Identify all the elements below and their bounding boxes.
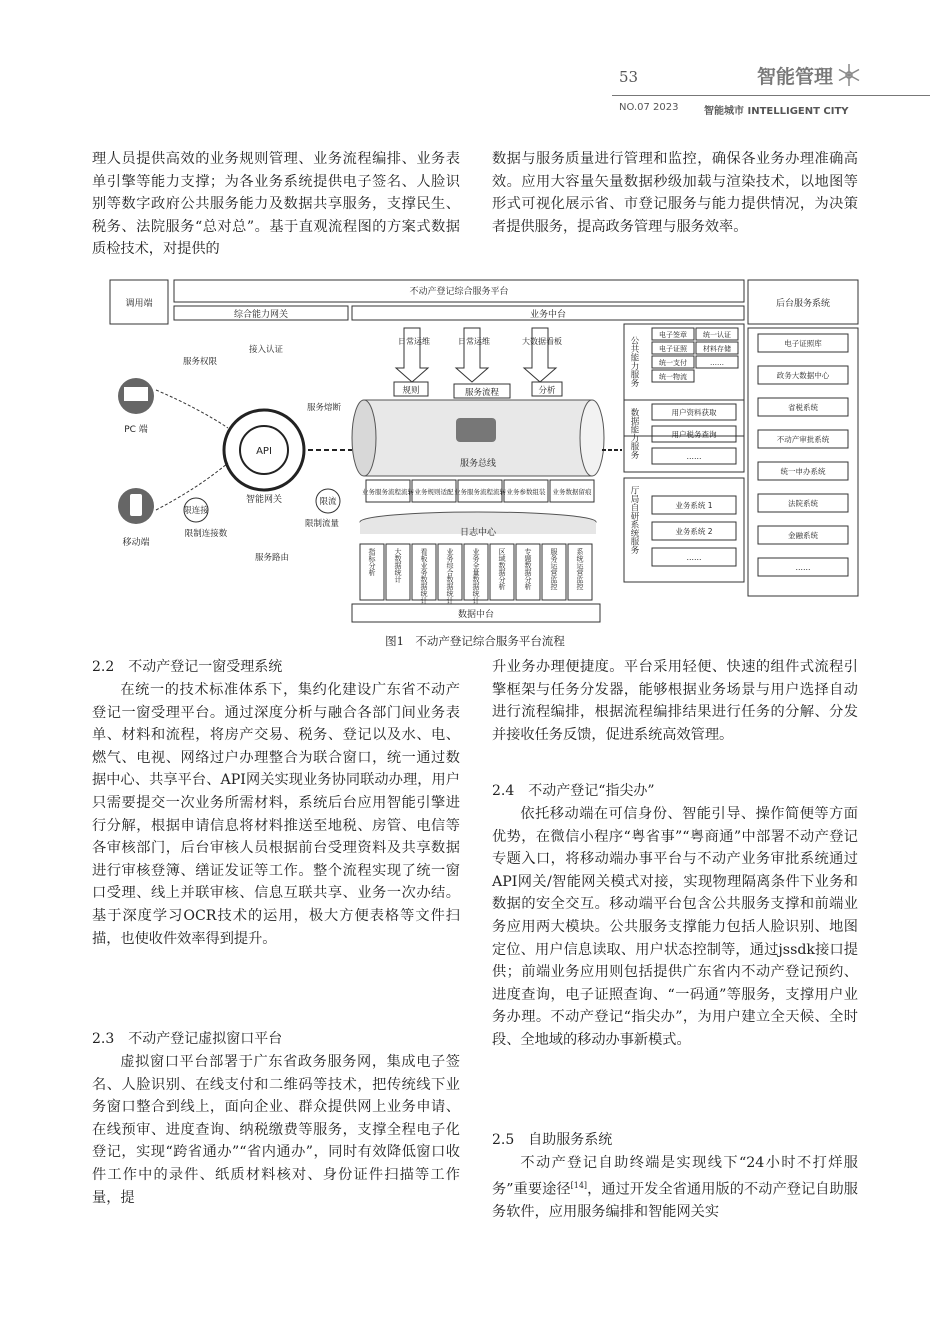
dept-cap-label: 厅局自研系统服务 [629, 486, 639, 554]
section-2-2-title: 2.2 不动产登记一窗受理系统 [92, 659, 283, 675]
snowflake-logo-icon [836, 62, 862, 88]
mobile-label: 移动端 [122, 538, 150, 548]
public-item-4: 统一支付 [659, 359, 687, 367]
analysis-col-7: 服务运营监控 [550, 548, 558, 590]
analysis-col-0: 指标分析 [368, 548, 376, 576]
data-item-2: …… [686, 452, 702, 461]
platform-flow-figure [108, 278, 860, 626]
public-item-1: 统一认证 [703, 331, 731, 339]
public-item-6: 统一物流 [659, 373, 687, 381]
data-item-0: 用户资料获取 [671, 408, 717, 417]
backend-item-3: 不动产审批系统 [776, 435, 830, 444]
analysis-col-8: 系统运营监控 [576, 548, 584, 590]
backend-item-6: 金融系统 [788, 531, 818, 540]
dept-item-0: 业务系统 1 [675, 501, 713, 510]
data-cap-label: 数据能力服务 [629, 408, 639, 459]
backend-item-5: 法院系统 [788, 499, 818, 508]
backend-item-2: 省税系统 [788, 403, 818, 412]
journal-label: 智能城市 INTELLIGENT CITY [704, 106, 849, 117]
top-left-paragraph: 理人员提供高效的业务规则管理、业务流程编排、业务表单引擎等能力支撑；为各业务系统提供电子签名、人脸识别等数字政府公共服务能力及数据共享服务，支撑民生、税务、法院服务“总对总”。基于直观流程图的方案式数据质检技术，对提供的 [92, 151, 460, 258]
top-right-paragraph: 数据与服务质量进行管理和监控，确保各业务办理准确高效。应用大容量矢量数据秒级加载与渲染技术，以地图等形式可视化展示省、市登记服务与能力提供情况，为决策者提供服务，提高政务管理与服务效率。 [492, 151, 858, 235]
gateway-title: 综合能力网关 [233, 310, 289, 320]
dept-item-1: 业务系统 2 [675, 527, 713, 536]
bus-module-2: 业务服务流程流转 [454, 488, 506, 496]
issue-label: NO.07 2023 [619, 102, 679, 113]
svc-auth-label: 服务权限 [182, 357, 218, 367]
calling-end-label: 调用端 [125, 299, 153, 309]
bus-module-1: 业务规则适配 [414, 488, 454, 496]
access-auth-label: 接入认证 [248, 345, 284, 355]
smart-gw-label: 智能网关 [245, 495, 283, 505]
analysis-col-3: 业务综合数据统计 [446, 548, 454, 604]
bus-module-4: 业务数据留痕 [552, 488, 592, 496]
analysis-col-4: 业务全量数据统计 [472, 548, 480, 604]
bus-module-0: 业务服务流程流转 [362, 488, 414, 496]
section-2-4-title: 2.4 不动产登记“指尖办” [492, 783, 655, 799]
backend-item-1: 政务大数据中心 [776, 371, 830, 380]
public-cap-label: 公共能力服务 [629, 336, 639, 387]
limit-flow-label: 限制流量 [304, 519, 340, 529]
header-rule [612, 95, 930, 96]
section-2-5-text-a: 不动产登记自助终端是实现线下“24小时不打烊服务”重要途径 [492, 1155, 858, 1198]
section-2-2-body: 在统一的技术标准体系下，集约化建设广东省不动产登记一窗受理平台。通过深度分析与融合各部门间业务表单、材料和流程，将房产交易、税务、登记以及水、电、燃气、电视、网络过户办理整合为联合窗口，统一通过数据中心、共享平台、API网关实现业务协同联动办理，用户只需要提交一次业务所需材料，系统后台应用智能引擎进行分解，根据申请信息将材料推送至地税、房管、电信等各审核部门，后台审核人员根据前台受理资料及共享数据进行审核登簿、缮证发证等工作。整个流程实现了统一窗口受理、线上并联审核、信息互联共享、业务一次办结。基于深度学习OCR技术的运用，极大方便表格等文件扫描，也使收件效率得到提升。 [92, 682, 460, 947]
data-item-1: 用户税务查询 [671, 430, 717, 439]
rule-label: 规则 [402, 386, 420, 396]
ops-arrow-label-3: 大数据看板 [522, 337, 562, 346]
section-2-5-title: 2.5 自助服务系统 [492, 1132, 613, 1148]
data-center-label: 数据中台 [457, 610, 495, 620]
section-2-3-title: 2.3 不动产登记虚拟窗口平台 [92, 1031, 283, 1047]
public-item-3: 材料存储 [703, 345, 731, 353]
pc-link [156, 390, 228, 428]
analysis-col-1: 大数据统计 [394, 548, 402, 583]
bus-module-3: 业务参数组装 [506, 488, 546, 496]
section-2-3-body: 虚拟窗口平台部署于广东省政务服务网，集成电子签名、人脸识别、在线支付和二维码等技术，把传统线下业务窗口整合到线上，面向企业、群众提供网上业务申请、在线预审、进度查询、纳税缴费等服务，支撑全程电子化登记，实现“跨省通办”“省内通办”，同时有效降低窗口收件工作中的录件、纸质材料核对、身份证件扫描等工作量，提 [92, 1054, 460, 1206]
limit-conn-short: 限连接 [183, 506, 209, 516]
flow-label: 服务流程 [464, 388, 500, 398]
limit-conn-label: 限制连接数 [184, 529, 228, 539]
figure-caption: 图1 不动产登记综合服务平台流程 [385, 634, 565, 648]
engine-icon [456, 418, 496, 442]
pc-screen-icon [124, 387, 148, 401]
public-item-0: 电子签章 [659, 331, 687, 339]
section-2-5-text-b: ，通过开发全省通用版的不动产登记自助服务软件，应用服务编排和智能网关实 [492, 1181, 858, 1220]
bus-label: 服务总线 [459, 459, 497, 469]
backend-item-0: 电子证照库 [784, 339, 822, 348]
business-title: 业务中台 [529, 310, 567, 320]
public-item-2: 电子证照 [659, 345, 687, 353]
ops-arrow-label-2: 日常运维 [458, 337, 490, 346]
backend-title: 后台服务系统 [775, 299, 831, 309]
backend-item-4: 统一申办系统 [780, 467, 826, 476]
column-brand: 智能管理 [757, 66, 834, 88]
platform-title: 不动产登记综合服务平台 [409, 287, 509, 297]
analysis-col-6: 专题数据分析 [524, 548, 532, 590]
mobile-screen-icon [130, 494, 142, 516]
pc-label: PC 端 [124, 425, 148, 435]
analysis-col-5: 区域数据分析 [498, 548, 506, 590]
analysis-label: 分析 [538, 386, 556, 396]
svc-fuse-label: 服务熔断 [306, 403, 342, 413]
citation-14: [14] [570, 1180, 588, 1190]
section-2-4-body: 依托移动端在可信身份、智能引导、操作简便等方面优势，在微信小程序“粤省事”“粤商通”中部署不动产登记专题入口，将移动端办事平台与不动产业务审批系统通过API网关/智能网关模式对接，实现物理隔离条件下业务和数据的安全交互。移动端平台包含公共服务支撑和前端业务应用两大模块。公共服务支撑能力包括人脸识别、地图定位、用户信息读取、用户状态控制等，通过jssdk接口提供；前端业务应用则包括提供广东省内不动产登记预约、进度查询，电子证照查询、“一码通”等服务，支撑用户业务办理。不动产登记“指尖办”，为用户建立全天候、全时段、全地域的移动办事新模式。 [492, 806, 858, 1048]
log-center-label: 日志中心 [459, 528, 497, 538]
api-label: API [256, 446, 272, 457]
ops-arrow-label-1: 日常运维 [398, 337, 430, 346]
public-item-5: …… [710, 359, 724, 367]
backend-item-7: …… [795, 563, 811, 572]
section-2-5-body [492, 1152, 858, 1224]
dept-item-2: …… [686, 553, 702, 562]
rate-limit-label: 限流 [319, 497, 337, 507]
analysis-col-2: 看板业务数据统计 [420, 548, 428, 604]
mobile-link [156, 463, 228, 510]
section-2-3-continued: 升业务办理便捷度。平台采用轻便、快速的组件式流程引擎框架与任务分发器，能够根据业务场景与用户选择自动进行流程编排，根据流程编排结果进行任务的分解、分发并接收任务反馈，促进系统高效管理。 [492, 659, 858, 743]
routing-label: 服务路由 [254, 553, 290, 563]
page-number: 53 [619, 68, 639, 86]
